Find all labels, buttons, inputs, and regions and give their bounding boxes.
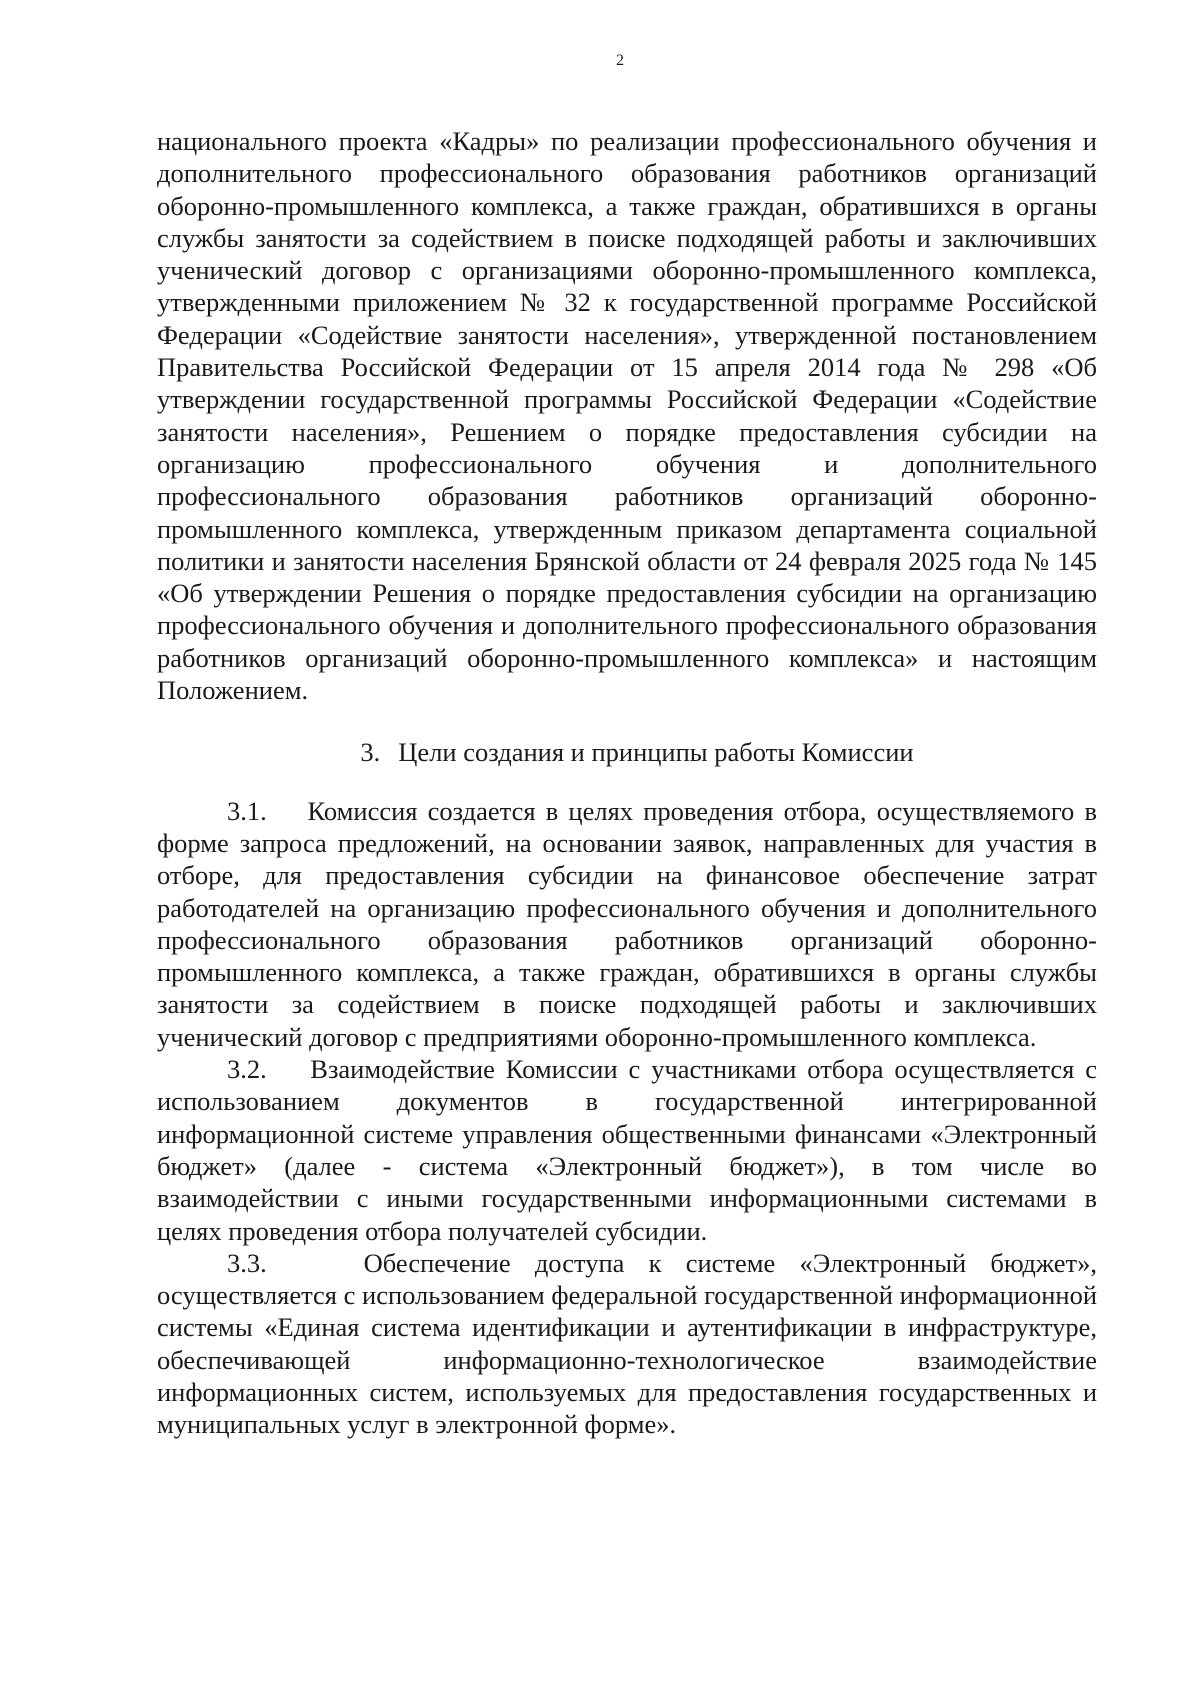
clause-3-3: [157, 1247, 1097, 1441]
clause-3-2: [157, 1053, 1097, 1247]
intro-paragraph: национального проекта «Кадры» по реализации профессионального обучения и дополнительного профессионального образования работников организаций оборонно-промышленного комплекса, а также граждан, обратившихся в органы службы занятости за содействием в поиске подходящей работы и заключивших ученический договор с организациями оборонно-промышленного комплекса, утвержденными приложением № 32 к государственной программе Российской Федерации «Содействие занятости населения», утвержденной постановлением Правительства Российской Федерации от 15 апреля 2014 года № 298 «Об утверждении государственной программы Российской Федерации «Содействие занятости населения», Решением о порядке предоставления субсидии на организацию профессионального обучения и дополнительного профессионального образования работников организаций оборонно-промышленного комплекса, утвержденным приказом департамента социальной политики и занятости населения Брянской области от 24 февраля 2025 года № 145 «Об утверждении Решения о порядке предоставления субсидии на организацию профессионального обучения и дополнительного профессионального образования работников организаций оборонно-промышленного комплекса» и настоящим Положением.: [157, 126, 1097, 706]
clause-text: Комиссия создается в целях проведения отбора, осуществляемого в форме запроса предложений, на основании заявок, направленных для участия в отборе, для предоставления субсидии на финансовое обеспечение затрат работодателей на организацию профессионального обучения и дополнительного профессионального образования работников организаций оборонно-промышленного комплекса, а также граждан, обратившихся в органы службы занятости за содействием в поиске подходящей работы и заключивших ученический договор с предприятиями оборонно-промышленного комплекса.: [157, 795, 1097, 1052]
clause-text: Обеспечение доступа к системе «Электронный бюджет», осуществляется с использованием федеральной государственной информационной системы «Единая система идентификации и аутентификации в инфраструктуре, обеспечивающей информационно-технологическое взаимодействие информационных систем, используемых для предоставления государственных и муниципальных услуг в электронной форме».: [157, 1247, 1097, 1440]
section-heading: [157, 736, 1097, 768]
clause-number: 3.1.: [227, 795, 267, 826]
clause-number: 3.2.: [227, 1054, 267, 1085]
page-number: 2: [616, 52, 624, 69]
clause-text: Взаимодействие Комиссии с участниками отбора осуществляется с использованием документов в государственной интегрированной информационной системе управления общественными финансами «Электронный бюджет» (далее - система «Электронный бюджет»), в том числе во взаимодействии с иными государственными информационными системами в целях проведения отбора получателей субсидии.: [157, 1054, 1097, 1246]
document-body: [157, 125, 1097, 1441]
clause-3-1: [157, 795, 1097, 1053]
section-number: 3.: [360, 737, 381, 768]
section-title: Цели создания и принципы работы Комиссии: [398, 737, 914, 768]
clause-number: 3.3.: [227, 1247, 267, 1278]
